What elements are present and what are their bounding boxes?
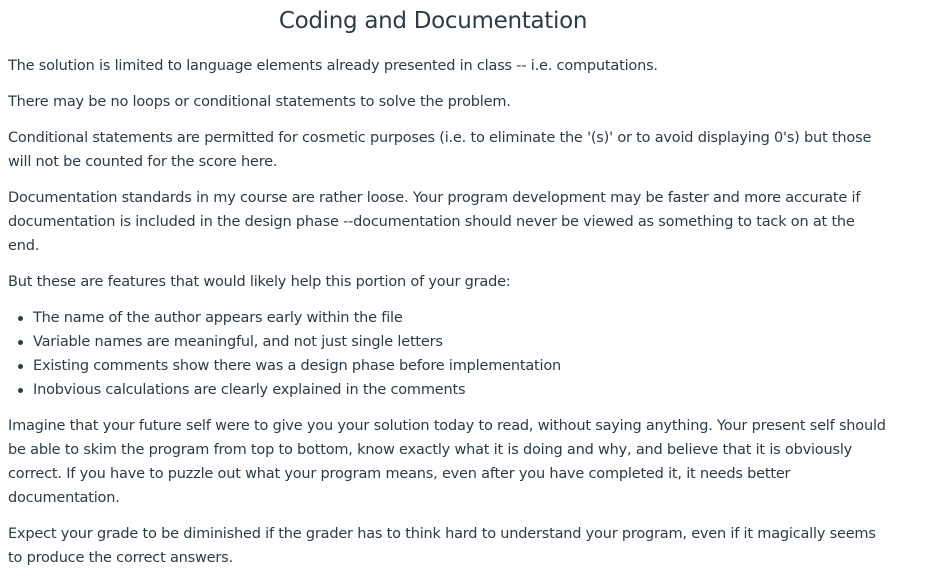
bullet-icon xyxy=(18,340,23,345)
paragraph-language-elements: The solution is limited to language elements already presented in class -- i.e. computations. xyxy=(8,58,658,74)
list-item-text: Inobvious calculations are clearly explained in the comments xyxy=(33,382,466,398)
list-item xyxy=(8,330,561,354)
list-item-text: Existing comments show there was a design phase before implementation xyxy=(33,358,561,374)
paragraph-features-intro: But these are features that would likely help this portion of your grade: xyxy=(8,274,511,290)
paragraph-future-self: Imagine that your future self were to give you your solution today to read, without saying anything. Your present self should be able to skim the program from top to bottom, know exactly what it is doing and why, and believe that it is obviously correct. If you have to puzzle out what your program means, even after you have completed it, it needs better documentation. xyxy=(8,418,886,506)
list-item-text: The name of the author appears early within the file xyxy=(33,310,403,326)
paragraph-grade-diminished: Expect your grade to be diminished if the grader has to think hard to understand your program, even if it magically seems to produce the correct answers. xyxy=(8,526,876,566)
page-title: Coding and Documentation xyxy=(278,8,588,34)
paragraph-no-loops: There may be no loops or conditional statements to solve the problem. xyxy=(8,94,511,110)
bullet-icon xyxy=(18,364,23,369)
list-item xyxy=(8,378,561,402)
paragraph-documentation-standards: Documentation standards in my course are rather loose. Your program development may be faster and more accurate if documentation is included in the design phase --documentation should never be viewed as something to tack on at the end. xyxy=(8,190,861,254)
list-item xyxy=(8,354,561,378)
bullet-icon xyxy=(18,316,23,321)
list-item xyxy=(8,306,561,330)
features-list xyxy=(8,306,561,402)
paragraph-conditional-statements: Conditional statements are permitted for cosmetic purposes (i.e. to eliminate the '(s)' or to avoid displaying 0's) but those will not be counted for the score here. xyxy=(8,130,872,170)
list-item-text: Variable names are meaningful, and not just single letters xyxy=(33,334,443,350)
bullet-icon xyxy=(18,388,23,393)
